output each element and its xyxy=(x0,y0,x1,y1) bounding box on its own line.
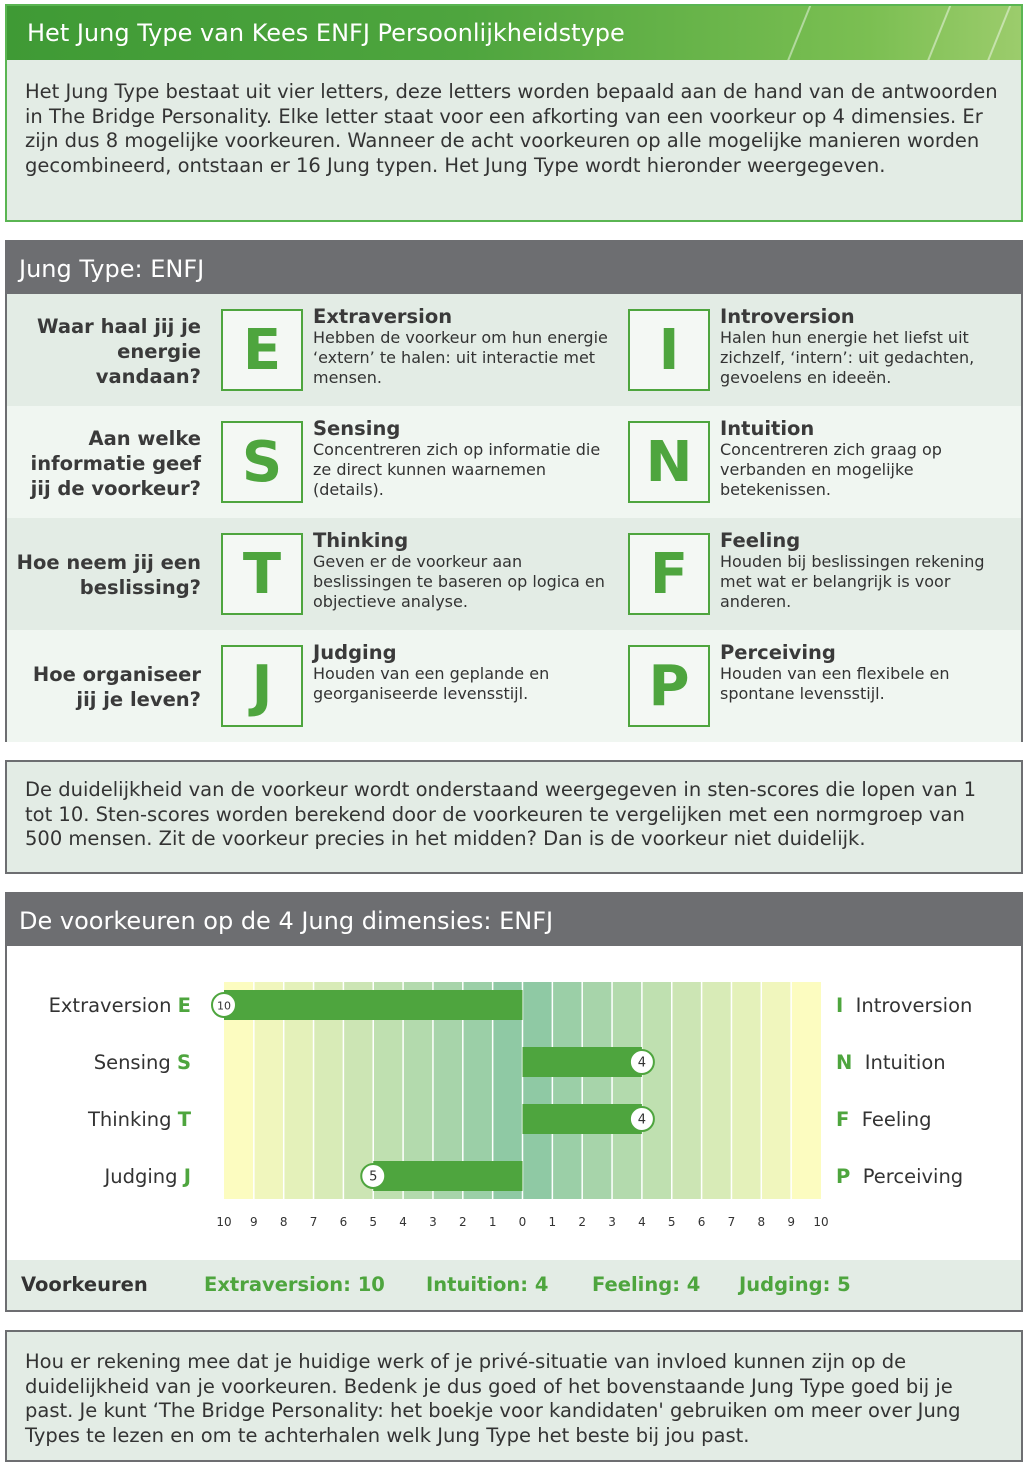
chart-right-label xyxy=(836,1051,946,1074)
chart-left-label xyxy=(49,994,191,1017)
preference-description: Houden bij beslissingen rekening met wat er belangrijk is voor anderen. xyxy=(720,552,985,611)
pole-letter: P xyxy=(836,1165,851,1188)
chart-band xyxy=(523,982,553,1199)
intro-title: Het Jung Type van Kees ENFJ Persoonlijkheidstype xyxy=(27,19,625,47)
pole-letter: N xyxy=(836,1051,853,1074)
dimensions-chart xyxy=(197,974,837,1244)
dimension-question: Hoe organiseer jij je leven? xyxy=(32,663,201,711)
chart-band xyxy=(552,982,582,1199)
preference-letter-box: I xyxy=(628,309,710,391)
dimension-row xyxy=(7,294,1021,406)
dimension-row xyxy=(7,518,1021,630)
preference-letter-box: S xyxy=(221,421,303,503)
intro-header xyxy=(7,6,1021,60)
note-text: Hou er rekening mee dat je huidige werk of je privé-situatie van invloed kunnen zijn op de duidelijkheid van je voorkeuren. Bedenk je dus goed of het bovenstaande Jung Type goed bij je past. Je kunt ‘The Bridge Personality: het boekje voor kandidaten' gebruiken om meer over Jung Types te lezen en om te achterhalen welk Jung Type het beste bij jou past. xyxy=(25,1350,961,1447)
jung-type-title: Jung Type: ENFJ xyxy=(7,242,1021,294)
preference-left xyxy=(313,530,613,612)
x-tick-label: 4 xyxy=(638,1215,646,1229)
sten-info-panel xyxy=(5,760,1023,874)
x-tick-label: 10 xyxy=(813,1215,829,1229)
pole-letter: J xyxy=(183,1165,191,1188)
preference-letter-box: F xyxy=(628,533,710,615)
sten-text: De duidelijkheid van de voorkeur wordt onderstaand weergegeven in sten-scores die lopen van 1 tot 10. Sten-scores worden berekend door de voorkeuren te vergelijken met een normgroep van 500 mensen. Zit de voorkeur precies in het midden? Dan is de voorkeur niet duidelijk. xyxy=(25,778,977,850)
preference-description: Geven er de voorkeur aan beslissingen te baseren op logica en objectieve analyse. xyxy=(313,552,605,611)
pole-name: Feeling xyxy=(861,1108,932,1131)
preference-description: Concentreren zich graag op verbanden en mogelijke betekenissen. xyxy=(720,440,942,499)
score-label: 4 xyxy=(637,1055,647,1071)
preference-title: Introversion xyxy=(720,305,855,328)
header-streak xyxy=(982,6,1014,60)
pole-name: Thinking xyxy=(87,1108,172,1131)
preference-left xyxy=(313,642,613,704)
preference-right xyxy=(720,306,1010,388)
x-tick-label: 8 xyxy=(279,1215,288,1229)
chart-right-label xyxy=(836,1165,963,1188)
chart-band xyxy=(672,982,702,1199)
preference-title: Intuition xyxy=(720,417,815,440)
preference-left xyxy=(313,418,613,500)
pole-letter: T xyxy=(177,1108,191,1131)
x-tick-label: 10 xyxy=(216,1215,232,1229)
preference-title: Perceiving xyxy=(720,641,836,664)
dimension-row xyxy=(7,406,1021,518)
preference-right xyxy=(720,418,1010,500)
x-tick-label: 7 xyxy=(727,1215,736,1229)
x-tick-label: 3 xyxy=(608,1215,616,1229)
preference-title: Extraversion xyxy=(313,305,453,328)
preference-title: Feeling xyxy=(720,529,801,552)
preference-title: Thinking xyxy=(313,529,409,552)
preference-description: Halen hun energie het liefst uit zichzelf, ‘intern’: uit gedachten, gevoelens en ideeën. xyxy=(720,328,975,387)
preference-title: Judging xyxy=(313,641,397,664)
x-tick-label: 7 xyxy=(309,1215,318,1229)
dimensions-panel xyxy=(5,892,1023,1312)
dimension-row xyxy=(7,630,1021,742)
x-tick-label: 1 xyxy=(548,1215,557,1229)
x-tick-label: 0 xyxy=(518,1215,527,1229)
intro-panel xyxy=(5,4,1023,222)
preference-right xyxy=(720,642,1010,704)
preference-letter-box: T xyxy=(221,533,303,615)
intro-text: Het Jung Type bestaat uit vier letters, deze letters worden bepaald aan de hand van de antwoorden in The Bridge Personality. Elke letter staat voor een afkorting van een voorkeur op 4 dimensies. Er zijn dus 8 mogelijke voorkeuren. Wanneer de acht voorkeuren op alle mogelijke manieren worden gecombineerd, ontstaan er 16 Jung typen. Het Jung Type wordt hieronder weergegeven. xyxy=(25,80,998,177)
dimension-question: Hoe neem jij een beslissing? xyxy=(16,551,201,599)
dimensions-title: De voorkeuren op de 4 Jung dimensies: ENFJ xyxy=(7,894,1021,946)
preference-letter-box: P xyxy=(628,645,710,727)
pole-name: Introversion xyxy=(855,994,973,1017)
pole-letter: I xyxy=(836,994,844,1017)
x-tick-label: 4 xyxy=(399,1215,407,1229)
preference-letter-box: N xyxy=(628,421,710,503)
dimension-question: Aan welke informatie geef jij de voorkeur? xyxy=(30,427,201,500)
score-bar xyxy=(224,990,523,1020)
jung-type-panel xyxy=(5,240,1023,742)
note-panel xyxy=(5,1330,1023,1462)
pole-name: Judging xyxy=(104,1165,178,1188)
chart-band xyxy=(612,982,642,1199)
header-streak xyxy=(782,6,814,60)
preference-description: Houden van een flexibele en spontane levensstijl. xyxy=(720,664,950,703)
chart-left-label xyxy=(94,1051,191,1074)
summary-item: Judging: 5 xyxy=(739,1273,851,1296)
score-label: 10 xyxy=(217,999,231,1013)
x-tick-label: 6 xyxy=(339,1215,348,1229)
x-tick-label: 3 xyxy=(429,1215,437,1229)
chart-left-label xyxy=(105,1165,192,1188)
preferences-summary xyxy=(7,1260,1021,1310)
preference-letter-box: E xyxy=(221,309,303,391)
summary-item: Extraversion: 10 xyxy=(204,1273,385,1296)
pole-letter: S xyxy=(176,1051,191,1074)
preference-description: Hebben de voorkeur om hun energie ‘extern’ te halen: uit interactie met mensen. xyxy=(313,328,608,387)
x-tick-label: 6 xyxy=(697,1215,706,1229)
x-tick-label: 9 xyxy=(250,1215,258,1229)
chart-right-label xyxy=(836,1108,931,1131)
score-bar xyxy=(523,1047,642,1077)
x-tick-label: 2 xyxy=(458,1215,467,1229)
x-tick-label: 2 xyxy=(578,1215,587,1229)
chart-band xyxy=(791,982,821,1199)
pole-name: Extraversion xyxy=(48,994,172,1017)
pole-name: Sensing xyxy=(93,1051,171,1074)
preference-title: Sensing xyxy=(313,417,401,440)
chart-band xyxy=(731,982,761,1199)
score-bar xyxy=(373,1161,522,1191)
score-label: 5 xyxy=(369,1169,378,1185)
preference-left xyxy=(313,306,613,388)
preference-right xyxy=(720,530,1010,612)
x-tick-label: 1 xyxy=(488,1215,497,1229)
summary-item: Intuition: 4 xyxy=(426,1273,549,1296)
preference-description: Houden van een geplande en georganiseerde levensstijl. xyxy=(313,664,550,703)
summary-item: Feeling: 4 xyxy=(592,1273,701,1296)
chart-left-label xyxy=(88,1108,191,1131)
preference-letter-box: J xyxy=(221,645,303,727)
x-tick-label: 5 xyxy=(667,1215,676,1229)
x-tick-label: 9 xyxy=(787,1215,795,1229)
score-label: 4 xyxy=(637,1112,647,1128)
chart-right-label xyxy=(836,994,972,1017)
header-streak xyxy=(922,6,954,60)
pole-letter: E xyxy=(177,994,191,1017)
dimension-question: Waar haal jij je energie vandaan? xyxy=(37,315,201,388)
score-bar xyxy=(523,1104,642,1134)
preference-description: Concentreren zich op informatie die ze direct kunnen waarnemen (details). xyxy=(313,440,601,499)
pole-letter: F xyxy=(836,1108,850,1131)
chart-band xyxy=(642,982,672,1199)
chart-band xyxy=(761,982,791,1199)
pole-name: Perceiving xyxy=(862,1165,964,1188)
pole-name: Intuition xyxy=(864,1051,946,1074)
chart-band xyxy=(702,982,732,1199)
x-tick-label: 8 xyxy=(757,1215,766,1229)
x-tick-label: 5 xyxy=(369,1215,378,1229)
chart-band xyxy=(582,982,612,1199)
summary-label: Voorkeuren xyxy=(21,1273,148,1296)
